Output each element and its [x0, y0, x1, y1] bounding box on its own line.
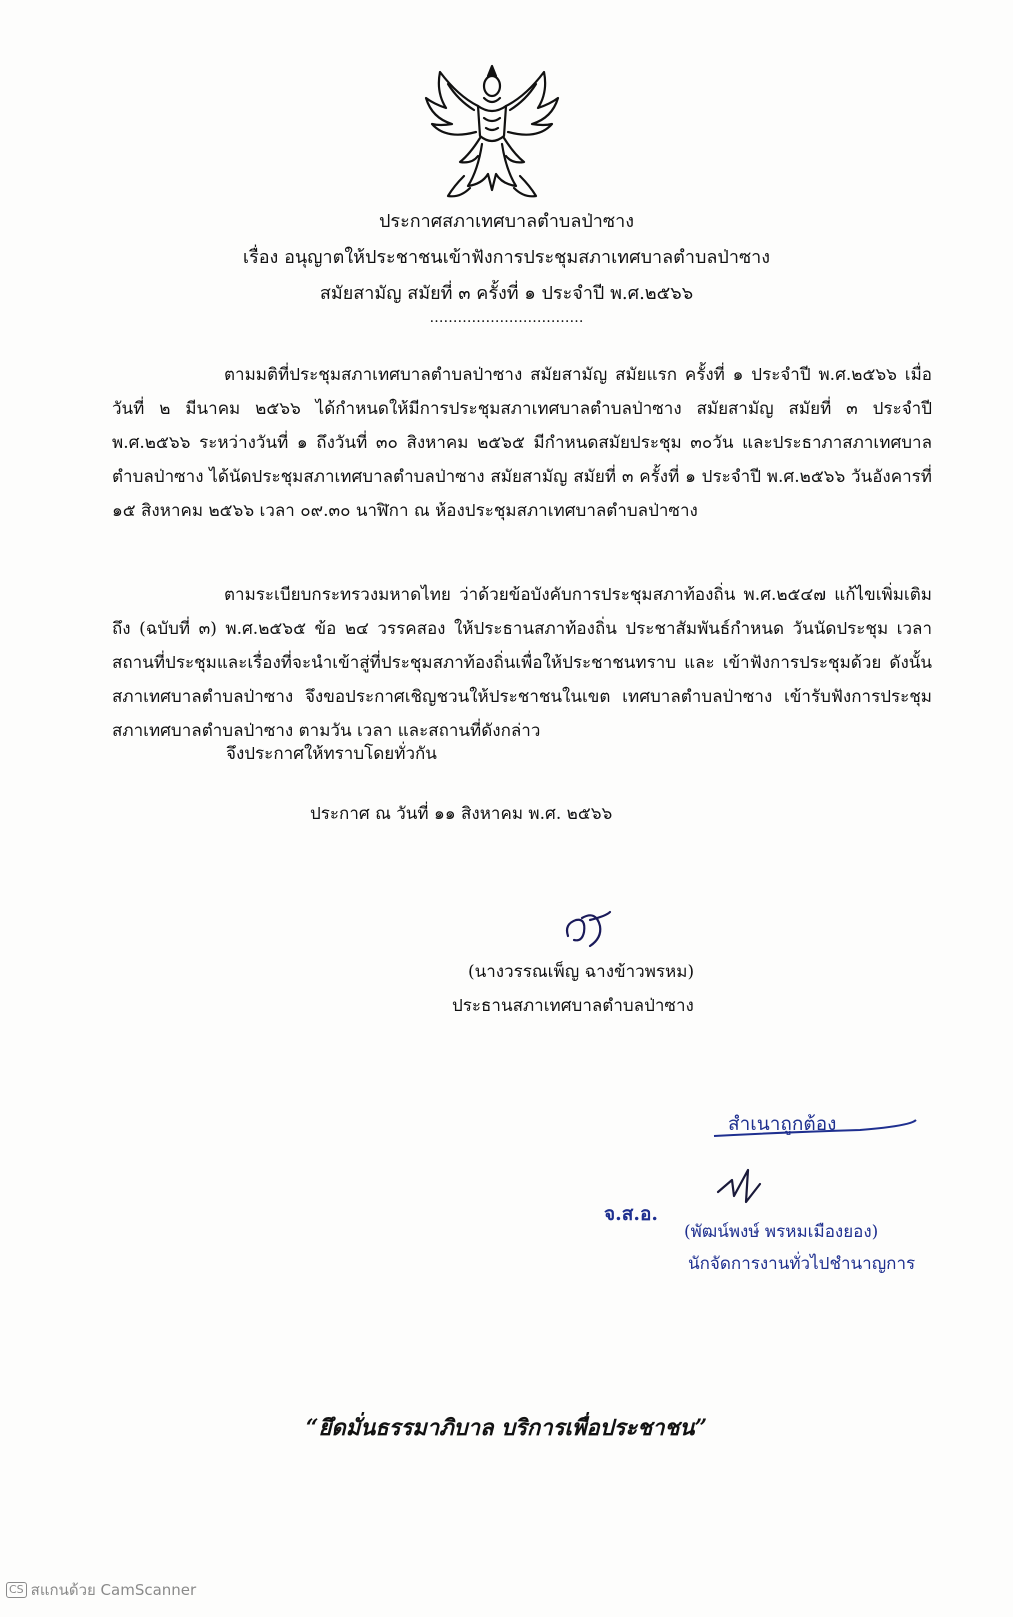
subject-line: เรื่อง อนุญาตให้ประชาชนเข้าฟังการประชุมสภาเทศบาลตำบลป่าซาง — [242, 247, 771, 268]
title-separator: …………………………… — [429, 310, 584, 326]
announcement-date: ประกาศ ณ วันที่ ๑๑ สิงหาคม พ.ศ. ๒๕๖๖ — [310, 804, 613, 824]
camscanner-text: สแกนด้วย CamScanner — [30, 1581, 197, 1599]
certifier-name: (พัฒน์พงษ์ พรหมเมืองยอง) — [684, 1222, 879, 1242]
closing-statement: จึงประกาศให้ทราบโดยทั่วกัน — [226, 744, 437, 764]
body-paragraph-2: ตามระเบียบกระทรวงมหาดไทย ว่าด้วยข้อบังคับการประชุมสภาท้องถิ่น พ.ศ.๒๕๔๗ แก้ไขเพิ่มเติมถึง (ฉบับที่ ๓) พ.ศ.๒๕๖๕ ข้อ ๒๔ วรรคสอง ให้ประธานสภาท้องถิ่น ประชาสัมพันธ์กำหนด วันนัดประชุม เวลา สถานที่ประชุมและเรื่องที่จะนำเข้าสู่ที่ประชุมสภาท้องถิ่นเพื่อให้ประชาชนทราบ และ เข้าฟังการประชุมด้วย ดังนั้น สภาเทศบาลตำบลป่าซาง จึงขอประกาศเชิญชวนให้ประชาชนในเขต เทศบาลตำบลป่าซาง เข้ารับฟังการประชุมสภาเทศบาลตำบลป่าซาง ตามวัน เวลา และสถานที่ดังกล่าว — [112, 585, 932, 741]
certifier-initials: จ.ส.อ. — [604, 1203, 658, 1225]
session-line: สมัยสามัญ สมัยที่ ๓ ครั้งที่ ๑ ประจำปี พ.ศ.๒๕๖๖ — [319, 283, 694, 304]
organization-motto: “ยึดมั่นธรรมาภิบาล บริการเพื่อประชาชน” — [305, 1415, 708, 1441]
certifier-signature-icon — [712, 1162, 772, 1222]
camscanner-logo-icon: CS — [6, 1582, 27, 1598]
signatory-position: ประธานสภาเทศบาลตำบลป่าซาง — [452, 996, 694, 1016]
certified-copy-stamp: สำเนาถูกต้อง — [728, 1113, 837, 1135]
certifier-position: นักจัดการงานทั่วไปชำนาญการ — [688, 1254, 916, 1274]
chairperson-signature-icon — [560, 906, 620, 956]
signatory-name: (นางวรรณเพ็ญ ฉางข้าวพรหม) — [468, 962, 695, 982]
announcement-title: ประกาศสภาเทศบาลตำบลป่าซาง — [378, 211, 635, 232]
camscanner-watermark — [6, 1578, 196, 1602]
garuda-emblem-icon — [418, 58, 566, 206]
body-paragraph-1: ตามมติที่ประชุมสภาเทศบาลตำบลป่าซาง สมัยสามัญ สมัยแรก ครั้งที่ ๑ ประจำปี พ.ศ.๒๕๖๖ เมื่อวันที่ ๒ มีนาคม ๒๕๖๖ ได้กำหนดให้มีการประชุมสภาเทศบาลตำบลป่าซาง สมัยสามัญ สมัยที่ ๓ ประจำปี พ.ศ.๒๕๖๖ ระหว่างวันที่ ๑ ถึงวันที่ ๓๐ สิงหาคม ๒๕๖๕ มีกำหนดสมัยประชุม ๓๐วัน และประธาภาสภาเทศบาลตำบลป่าซาง ได้นัดประชุมสภาเทศบาลตำบลป่าซาง สมัยสามัญ สมัยที่ ๓ ครั้งที่ ๑ ประจำปี พ.ศ.๒๕๖๖ วันอังคารที่ ๑๕ สิงหาคม ๒๕๖๖ เวลา ๐๙.๓๐ นาฬิกา ณ ห้องประชุมสภาเทศบาลตำบลป่าซาง — [112, 365, 932, 521]
